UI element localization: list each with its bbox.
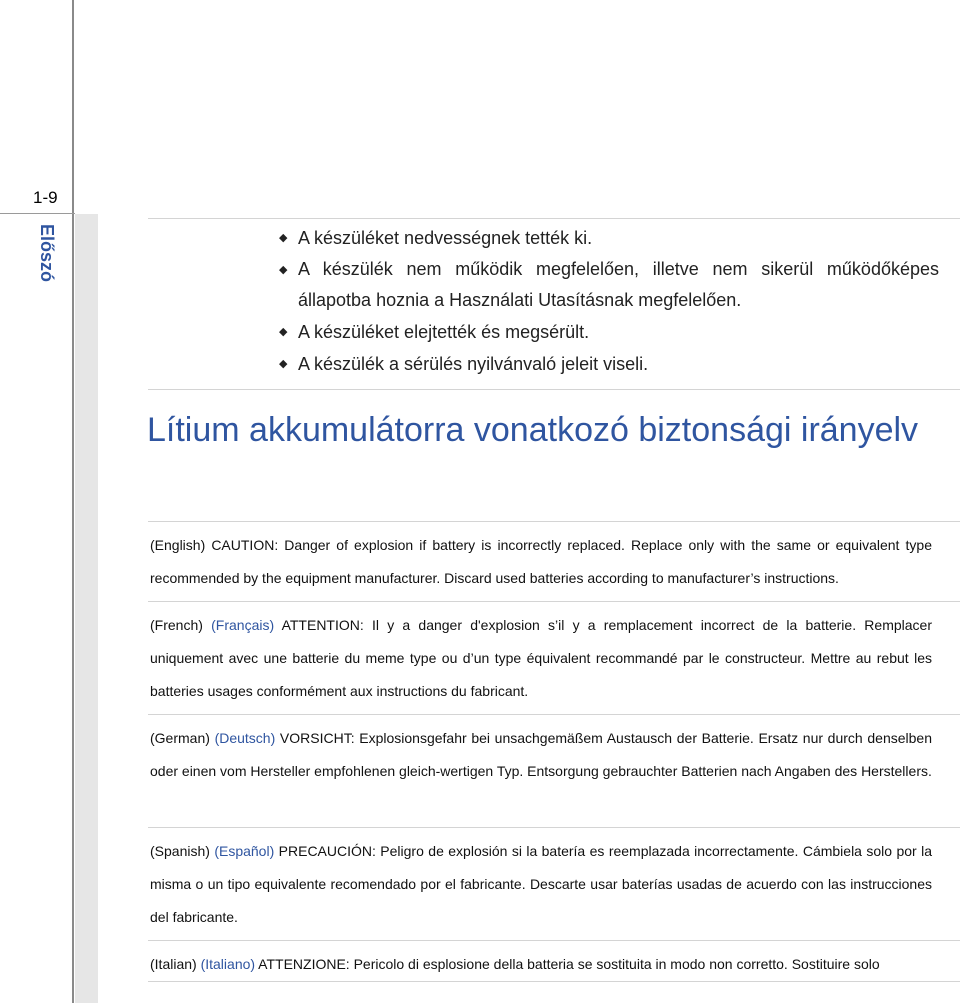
list-item: ◆ A készülék a sérülés nyilvánvaló jeleit viseli.: [279, 348, 939, 380]
list-item: ◆ A készüléket elejtették és megsérült.: [279, 316, 939, 348]
caution-italian: (Italian) (Italiano) ATTENZIONE: Pericolo di esplosione della batteria se sostituita in modo non corretto. Sostituire solo: [150, 956, 880, 972]
margin-vertical-line: [72, 0, 74, 1003]
section-heading: Lítium akkumulátorra vonatkozó biztonsági irányelv: [147, 411, 919, 449]
caution-french: (French) (Français) ATTENTION: Il y a danger d'explosion s’il y a remplacement incorrect de la batterie. Remplacer uniquement avec une batterie du meme type ou d’un type équivalent recommandé par le constructeur. Mettre au rebut les batteries usages conformément aux instructions du fabricant.: [150, 617, 932, 699]
diamond-bullet-icon: ◆: [279, 232, 288, 244]
divider: [148, 601, 960, 602]
language-label: (Italiano): [200, 956, 256, 972]
section-label: Előszó: [37, 224, 57, 283]
divider: [148, 981, 960, 982]
list-item: ◆ A készüléket nedvességnek tették ki.: [279, 222, 939, 254]
divider: [148, 827, 960, 828]
language-label: (Français): [211, 617, 275, 633]
divider: [148, 940, 960, 941]
diamond-bullet-icon: ◆: [279, 326, 288, 338]
caution-german: (German) (Deutsch) VORSICHT: Explosionsgefahr bei unsachgemäßem Austausch der Batterie. Ersatz nur durch denselben oder einen vom Hersteller empfohlenen gleich-wertigen Typ. Entsorgung gebrauchter Batterien nach Angaben des Herstellers.: [150, 730, 932, 779]
bullet-list: [279, 222, 939, 380]
diamond-bullet-icon: ◆: [279, 264, 288, 276]
divider: [148, 521, 960, 522]
divider: [148, 218, 960, 219]
page-number: 1-9: [33, 188, 58, 207]
caution-english: (English) CAUTION: Danger of explosion if battery is incorrectly replaced. Replace only with the same or equivalent type recommended by the equipment manufacturer. Discard used batteries according to manufacturer’s instructions.: [150, 537, 932, 586]
language-label: (Español): [214, 843, 275, 859]
margin-gray-strip: [75, 214, 98, 1003]
caution-spanish: (Spanish) (Español) PRECAUCIÓN: Peligro de explosión si la batería es reemplazada incorrectamente. Cámbiela solo por la misma o un tipo equivalente recomendado por el fabricante. Descarte usar baterías usadas de acuerdo con las instrucciones del fabricante.: [150, 843, 932, 925]
divider: [148, 714, 960, 715]
page-number-underline: [0, 213, 75, 214]
divider: [148, 389, 960, 390]
language-label: (Deutsch): [214, 730, 276, 746]
diamond-bullet-icon: ◆: [279, 358, 288, 370]
list-item: ◆ A készülék nem működik megfelelően, illetve nem sikerül működőképes állapotba hoznia a Használati Utasításnak megfelelően.: [279, 254, 939, 316]
